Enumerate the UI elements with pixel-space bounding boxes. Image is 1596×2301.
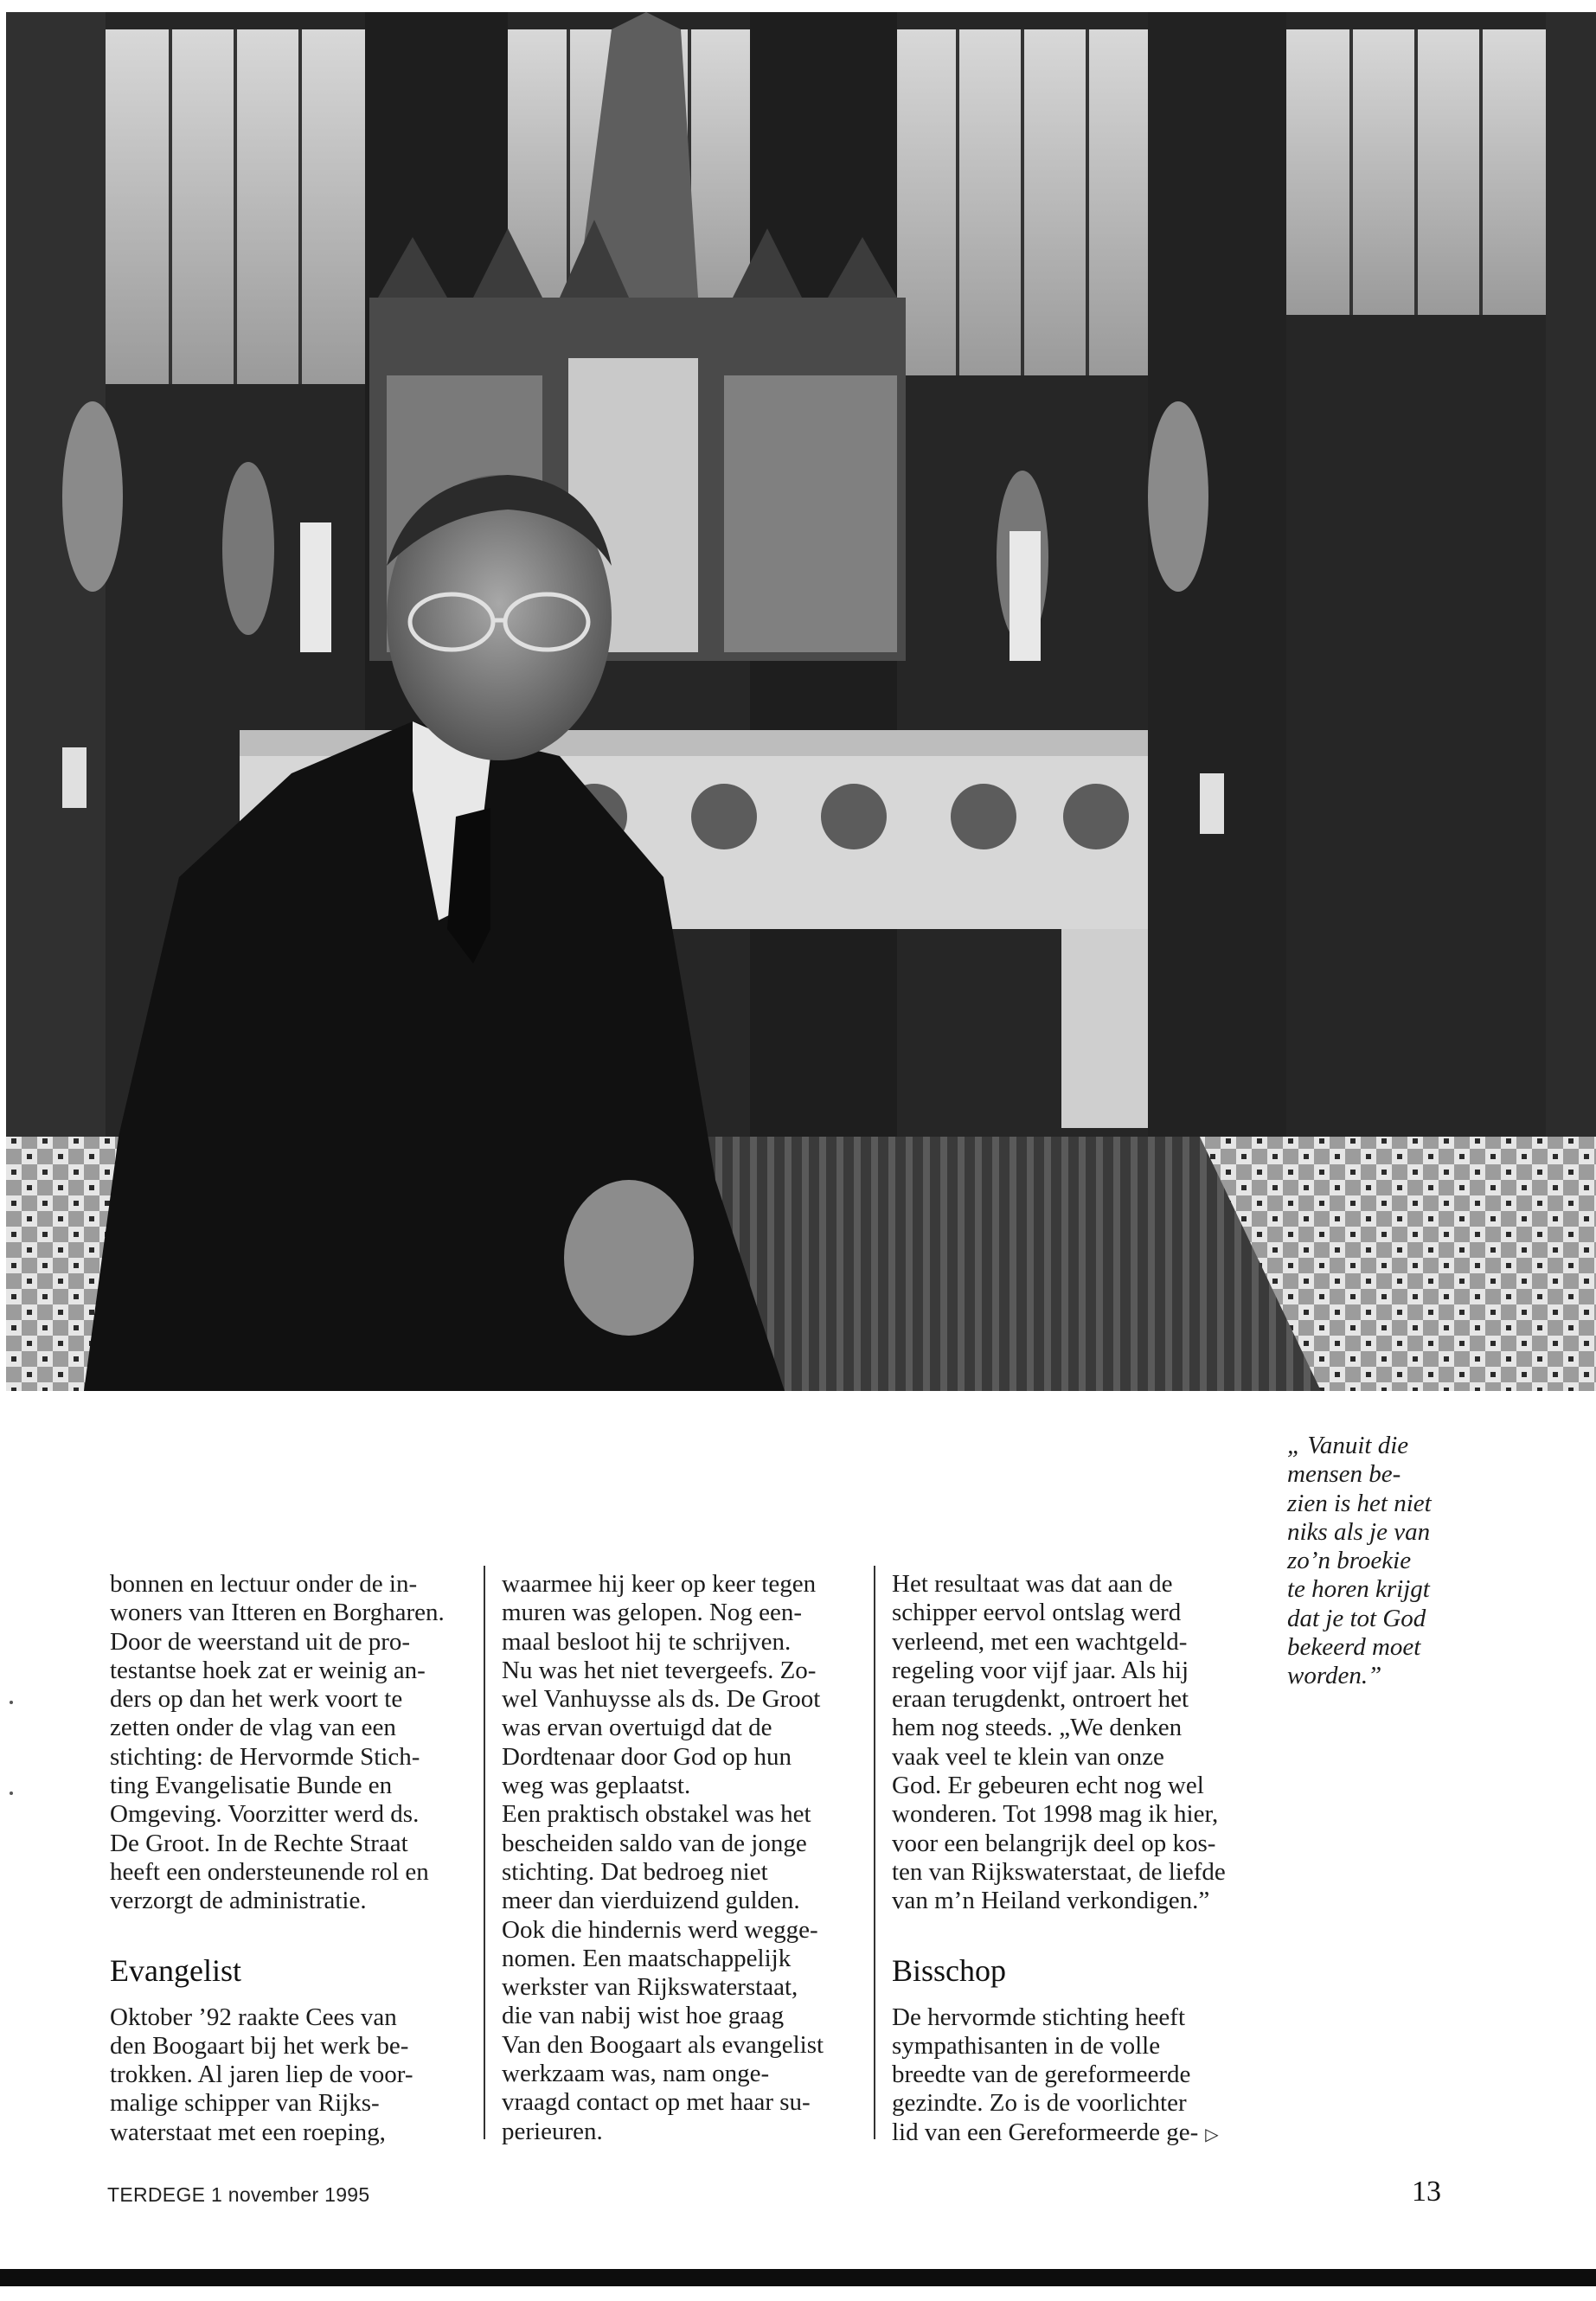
section-heading-evangelist: Evangelist: [110, 1952, 241, 1988]
margin-dot: [10, 1701, 13, 1704]
bottom-border-bar: [0, 2269, 1596, 2286]
column-3-intro-text: Het resultaat was dat aan de schipper eervol ontslag werd verleend, met een wachtgeld- regeling voor vijf jaar. Als hij eraan terugdenkt, ontroert het hem nog steeds. „We denken vaak veel te klein van onze God. Er gebeuren echt nog wel wonderen. Tot 1998 mag ik hier, voor een belangrijk deel op kos- ten van Rijkswaterstaat, de liefde van m’n Heiland verkondigen.”: [892, 1570, 1226, 1915]
pull-quote: „ Vanuit die mensen be- zien is het niet niks als je van zo’n broekie te horen krijgt dat je tot God bekeerd moet worden.”: [1287, 1432, 1432, 1690]
page-number: 13: [1412, 2176, 1441, 2208]
column-1-intro-text: bonnen en lectuur onder de in- woners van Itteren en Borgharen. Door de weerstand uit de pro- testantse hoek zat er weinig an- ders op dan het werk voort te zetten onder de vlag van een stichting: de Hervormde Stich- ting Evangelisatie Bunde en Omgeving. Voorzitter werd ds. De Groot. In de Rechte Straat heeft een ondersteunende rol en verzorgt de administratie.: [110, 1570, 445, 1915]
column-1-body-text: Oktober ’92 raakte Cees van den Boogaart bij het werk be- trokken. Al jaren liep de voor- malige schipper van Rijks- waterstaat met een roeping,: [110, 2003, 413, 2146]
article-column-2: [502, 1570, 858, 2146]
article-photo: [6, 12, 1596, 1391]
continue-arrow-icon: ▷: [1205, 2125, 1219, 2144]
column-3-body-text: [892, 2003, 1248, 2150]
article-column-3: [892, 1570, 1248, 2150]
column-divider: [874, 1566, 875, 2139]
article-column-1: [110, 1570, 473, 2147]
publication-footer: TERDEGE 1 november 1995: [107, 2183, 370, 2206]
section-heading-bisschop: Bisschop: [892, 1952, 1007, 1988]
column-3-body-text-content: De hervormde stichting heeft sympathisanten in de volle breedte van de gereformeerde gezindte. Zo is de voorlichter lid van een Gereformeerde ge-: [892, 2003, 1199, 2146]
margin-dot: [10, 1791, 13, 1795]
column-2-text: waarmee hij keer op keer tegen muren was gelopen. Nog een- maal besloot hij te schrijven. Nu was het niet tevergeefs. Zo- wel Vanhuysse als ds. De Groot was ervan overtuigd dat de Dordtenaar door God op hun weg was geplaatst. Een praktisch obstakel was het bescheiden saldo van de jonge stichting. Dat bedroeg niet meer dan vierduizend gulden. Ook die hindernis werd wegge- nomen. Een maatschappelijk werkster van Rijkswaterstaat, die van nabij wist hoe graag Van den Boogaart als evangelist werkzaam was, nam onge- vraagd contact op met haar su- perieuren.: [502, 1570, 824, 2145]
column-divider: [484, 1566, 485, 2139]
